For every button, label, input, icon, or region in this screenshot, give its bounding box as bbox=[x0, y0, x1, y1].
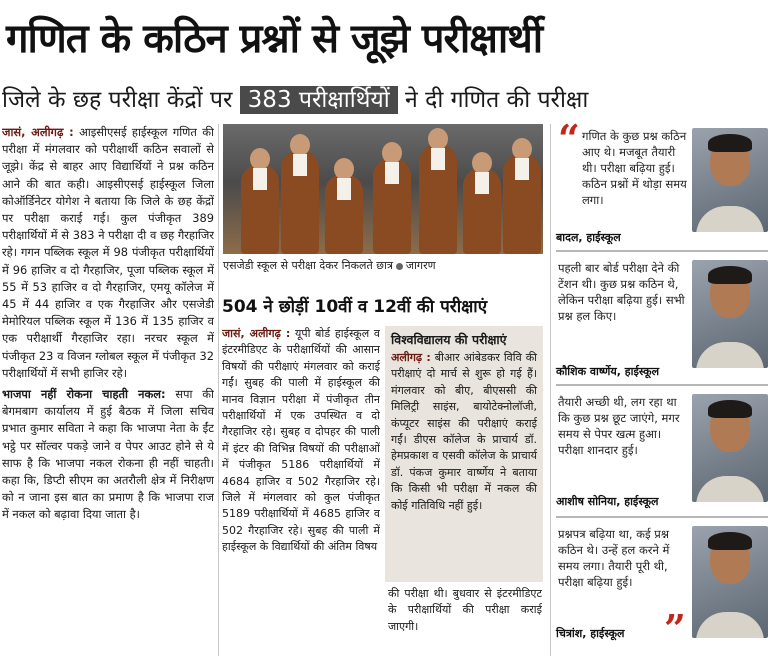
student-photo bbox=[692, 260, 768, 368]
student-name: चित्रांश, हाईस्कूल bbox=[556, 627, 625, 640]
student-figure bbox=[419, 144, 457, 254]
left-para-2-text: सपा की बेगमबाग कार्यालय में हुई बैठक में जिला सचिव प्रभात कुमार सविता ने कहा कि भाजपा नेता के ईंट भट्ठे पर सॉल्वर पकड़े जाने व पेपर आउट होने से ये साफ है कि भाजपा नकल रोकना ही नहीं चाहती। कहा कि, डिप्टी सीएम का अतरौली क्षेत्र में निरीक्षण को न जाना इस बात का प्रमाण है कि भाजपा राज में नकल को बढ़ावा दिया जाता है। bbox=[2, 387, 214, 522]
university-exams-box bbox=[385, 326, 543, 582]
story2-dateline: जासं, अलीगढ़ : bbox=[222, 327, 291, 340]
quote-text: गणित के कुछ प्रश्न कठिन आए थे। मजबूत तैयारी थी। परीक्षा बढ़िया हुई। कठिन प्रश्नों में थोड़ा समय लगा। bbox=[582, 129, 687, 207]
student-name: बादल, हाईस्कूल bbox=[556, 231, 621, 244]
story2-text: यूपी बोर्ड हाईस्कूल व इंटरमीडिएट के परीक्षार्थियों की आसान विषयों की परीक्षाएं मंगलवार को कराई गईं। सुबह की पाली में हाईस्कूल की मानव विज्ञान परीक्षा में पंजीकृत तीन परीक्षार्थियों में एक उपस्थित व दो गैरहाजिर रहे। सुबह व दोपहर की पाली में इंटर की विभिन्न विषयों की परीक्षाओं में पंजीकृत 5186 परीक्षार्थियों में 4684 हाजिर व 502 गैरहाजिर रहे। जिले में मंगलवार को कुल पंजीकृत 5189 परीक्षार्थियों में 4685 हाजिर व 502 गैरहाजिर रहे। सुबह की पाली में हाईस्कूल के विद्यार्थियों की अंतिम विषय bbox=[222, 327, 380, 554]
student-photo bbox=[692, 526, 768, 638]
student-figure bbox=[503, 154, 541, 254]
story2-continuation: की परीक्षा थी। बुधवार से इंटरमीडिएट के परीक्षार्थियों की परीक्षा कराई जाएगी। bbox=[388, 587, 542, 633]
box-body bbox=[385, 350, 543, 514]
box-text: बीआर आंबेडकर विवि की परीक्षाएं दो मार्च से शुरू हो गई हैं। मंगलवार को बीए, बीएससी की मिलिट्री साइंस, बायोटेक्नोलॉजी, कंप्यूटर साइंस की परीक्षाएं कराई गईं। डीएस कॉलेज के प्राचार्य डॉ. हेमप्रकाश व एसवी कॉलेज के प्राचार्य डॉ. पंकज कुमार वार्ष्णेय ने बताया कि किसी भी परीक्षा में नकल की कोई गतिविधि नहीं हुई। bbox=[391, 351, 537, 512]
quote-text: प्रश्नपत्र बढ़िया था, कई प्रश्न कठिन थे। उन्हें हल करने में समय लगा। तैयारी पूरी थी, परीक्षा बढ़िया हुई। bbox=[558, 527, 670, 589]
quote-mark-close-icon: ” bbox=[664, 606, 686, 651]
subhead-bjp: भाजपा नहीं रोकना चाहती नकल: bbox=[2, 387, 166, 402]
sub-headline-after: ने दी गणित की परीक्षा bbox=[397, 87, 589, 113]
student-quote-card bbox=[556, 256, 768, 386]
student-quote-card bbox=[556, 390, 768, 518]
quote-text: तैयारी अच्छी थी, लग रहा था कि कुछ प्रश्न छूट जाएंगे, मगर समय से पेपर खत्म हुआ। परीक्षा शानदार हुई। bbox=[558, 395, 680, 457]
main-headline: गणित के कठिन प्रश्नों से जूझे परीक्षार्थी bbox=[6, 16, 543, 62]
student-photo bbox=[692, 128, 768, 232]
left-column-article bbox=[2, 124, 214, 656]
column-divider bbox=[218, 124, 219, 656]
left-para-1 bbox=[2, 124, 214, 382]
student-figure bbox=[281, 150, 319, 254]
photo-credit: जागरण bbox=[405, 259, 436, 272]
student-name: आशीष सोनिया, हाईस्कूल bbox=[556, 495, 659, 508]
left-para-1-text: आइसीएसई हाईस्कूल गणित की परीक्षा में मंगलवार को परीक्षार्थी कठिन सवालों से जूझे। केंद्र से बाहर आए विद्यार्थियों ने प्रश्न कठिन आने की बात कही। आइसीएसई हाईस्कूल जिला कोऑर्डिनेटर योगेश ने बताया कि जिले के छह केंद्रों पर परीक्षा कराई गई। कुल पंजीकृत 389 परीक्षार्थियों में से 383 ने परीक्षा दी व छह गैरहाजिर रहे। गगन पब्लिक स्कूल में 98 पंजीकृत परीक्षार्थियों में 96 हाजिर व दो गैरहाजिर, पूजा पब्लिक स्कूल में 55 में 53 हाजिर व दो गैरहाजिर, एमयू कॉलेज में 45 में 44 हाजिर व एक गैरहाजिर और एसजेडी मेमोरियल पब्लिक स्कूल में 136 में 135 हाजिर व एक परीक्षार्थी गैरहाजिर रहा। नरचर स्कूल में पंजीकृत 23 व विजन ग्लोबल स्कूल में पंजीकृत 32 परीक्षार्थियों में सभी हाजिर रहे। bbox=[2, 125, 214, 380]
student-name: कौशिक वार्ष्णेय, हाईस्कूल bbox=[556, 365, 660, 378]
quote-text: पहली बार बोर्ड परीक्षा देने की टेंशन थी। कुछ प्रश्न कठिन थे, लेकिन परीक्षा बढ़िया हुई। सभी प्रश्न हल किए। bbox=[558, 261, 685, 323]
student-photo bbox=[692, 394, 768, 502]
bullet-icon bbox=[396, 263, 403, 270]
student-figure bbox=[373, 158, 411, 254]
photo-caption bbox=[223, 256, 543, 276]
caption-text: एसजेडी स्कूल से परीक्षा देकर निकलते छात्र bbox=[223, 259, 393, 272]
student-quote-card bbox=[556, 522, 768, 656]
story2-body bbox=[222, 326, 380, 652]
student-figure bbox=[241, 164, 279, 254]
sub-headline-before: जिले के छह परीक्षा केंद्रों पर bbox=[2, 87, 240, 113]
box-title: विश्वविद्यालय की परीक्षाएं bbox=[391, 332, 507, 347]
student-figure bbox=[463, 168, 501, 254]
left-para-2 bbox=[2, 386, 214, 524]
sub-headline-highlight: 383 परीक्षार्थियों bbox=[240, 86, 398, 114]
students-photo bbox=[223, 124, 543, 254]
quote-mark-icon: “ bbox=[558, 116, 580, 161]
dateline: जासं, अलीगढ़ : bbox=[2, 125, 74, 139]
sub-headline bbox=[0, 80, 768, 120]
student-figure bbox=[325, 174, 363, 254]
student-quote-card bbox=[556, 116, 768, 252]
column-divider-right bbox=[550, 124, 551, 656]
box-dateline: अलीगढ़ : bbox=[391, 351, 431, 364]
story2-headline: 504 ने छोड़ीं 10वीं व 12वीं की परीक्षाएं bbox=[222, 297, 488, 317]
